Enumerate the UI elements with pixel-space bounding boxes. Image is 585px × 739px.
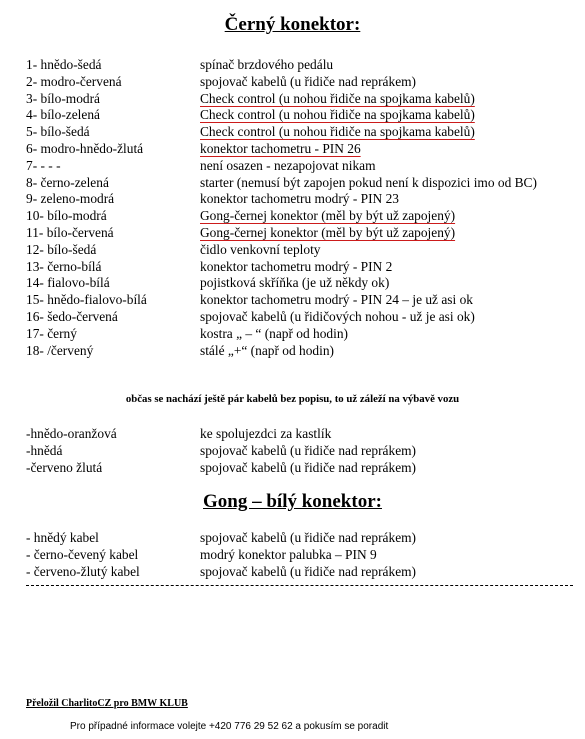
gong-connector-wire-color: - hnědý kabel (26, 530, 99, 545)
black-connector-wire-color: 6- modro-hnědo-žlutá (26, 141, 144, 156)
extra-wire-wire-color: -hnědá (26, 442, 63, 458)
gong-connector-wire-color: - černo-čevený kabel (26, 546, 139, 562)
black-connector-wire-function: pojistková skříňka (je už někdy ok) (200, 275, 390, 291)
black-connector-wire-function: Check control (u nohou řidiče na spojkama kabelů) (200, 124, 475, 140)
extra-wire-wire-color: -hnědo-oranžová (26, 426, 117, 441)
black-connector-wire-function: čidlo venkovní teploty (200, 241, 321, 257)
extra-wire-wire-function: spojovač kabelů (u řidiče nad reprákem) (200, 442, 417, 458)
black-connector-wire-color: 8- černo-zelená (26, 174, 109, 190)
contact-line: Pro případné informace volejte +420 776 29 52 62 a pokusím se poradit (70, 721, 389, 732)
black-connector-wire-color: 14- fialovo-bílá (26, 275, 110, 291)
black-connector-wire-color: 11- bílo-červená (26, 225, 114, 240)
black-connector-title: Černý konektor: (224, 14, 361, 35)
black-connector-wire-function: konektor tachometru - PIN 26 (200, 141, 361, 156)
black-connector-wire-function: starter (nemusí být zapojen pokud není k dispozici imo od BC) (200, 174, 537, 190)
credit-line: Přeložil CharlitoCZ pro BMW KLUB (26, 698, 188, 709)
gong-connector-wire-function: spojovač kabelů (u řidiče nad reprákem) (200, 563, 417, 579)
black-connector-wire-function: Check control (u nohou řidiče na spojkama kabelů) (200, 107, 475, 123)
black-connector-wire-function: Gong-černej konektor (měl by být už zapojený) (200, 225, 456, 240)
black-connector-wire-color: 16- šedo-červená (26, 309, 118, 324)
black-connector-wire-color: 10- bílo-modrá (26, 208, 107, 224)
black-connector-wire-color: 15- hnědo-fialovo-bílá (26, 292, 147, 308)
black-connector-wire-color: 18- /červený (26, 342, 94, 358)
black-connector-wire-color: 13- černo-bílá (26, 258, 102, 274)
extra-wire-wire-function: ke spolujezdci za kastlík (200, 426, 332, 441)
black-connector-wire-function: kostra „ – “ (např od hodin) (200, 325, 348, 341)
black-connector-wire-function: Gong-černej konektor (měl by být už zapojený) (200, 208, 456, 224)
black-connector-wire-function: spojovač kabelů (u řidiče nad reprákem) (200, 73, 417, 89)
dashed-divider (26, 585, 573, 586)
black-connector-wire-function: Check control (u nohou řidiče na spojkama kabelů) (200, 90, 475, 106)
black-connector-wire-function: spínač brzdového pedálu (200, 57, 334, 72)
black-connector-wire-color: 1- hnědo-šedá (26, 57, 102, 72)
black-connector-wire-color: 9- zeleno-modrá (26, 191, 115, 207)
black-connector-wire-color: 3- bílo-modrá (26, 90, 101, 106)
black-connector-wire-color: 5- bílo-šedá (26, 124, 90, 140)
gong-connector-wire-function: modrý konektor palubka – PIN 9 (200, 546, 377, 562)
black-connector-wire-function: konektor tachometru modrý - PIN 2 (200, 258, 393, 274)
black-connector-wire-color: 2- modro-červená (26, 73, 122, 89)
black-connector-wire-function: není osazen - nezapojovat nikam (200, 157, 376, 173)
black-connector-wire-function: konektor tachometru modrý - PIN 24 – je už asi ok (200, 292, 473, 308)
black-connector-wire-color: 17- černý (26, 325, 77, 341)
black-connector-wire-color: 4- bílo-zelená (26, 107, 100, 123)
black-connector-wire-color: 7- - - - (26, 157, 61, 173)
gong-connector-wire-color: - červeno-žlutý kabel (26, 563, 140, 579)
gong-connector-title: Gong – bílý konektor: (203, 491, 382, 512)
black-connector-wire-color: 12- bílo-šedá (26, 241, 97, 257)
black-connector-wire-function: spojovač kabelů (u řidičových nohou - už je asi ok) (200, 309, 475, 324)
black-connector-wire-function: konektor tachometru modrý - PIN 23 (200, 191, 399, 207)
gong-connector-wire-function: spojovač kabelů (u řidiče nad reprákem) (200, 530, 417, 545)
note-text: občas se nachází ještě pár kabelů bez popisu, to už záleží na výbavě vozu (125, 393, 460, 405)
black-connector-wire-function: stálé „+“ (např od hodin) (200, 342, 334, 358)
extra-wire-wire-color: -červeno žlutá (26, 459, 103, 475)
extra-wire-wire-function: spojovač kabelů (u řidiče nad reprákem) (200, 459, 417, 475)
